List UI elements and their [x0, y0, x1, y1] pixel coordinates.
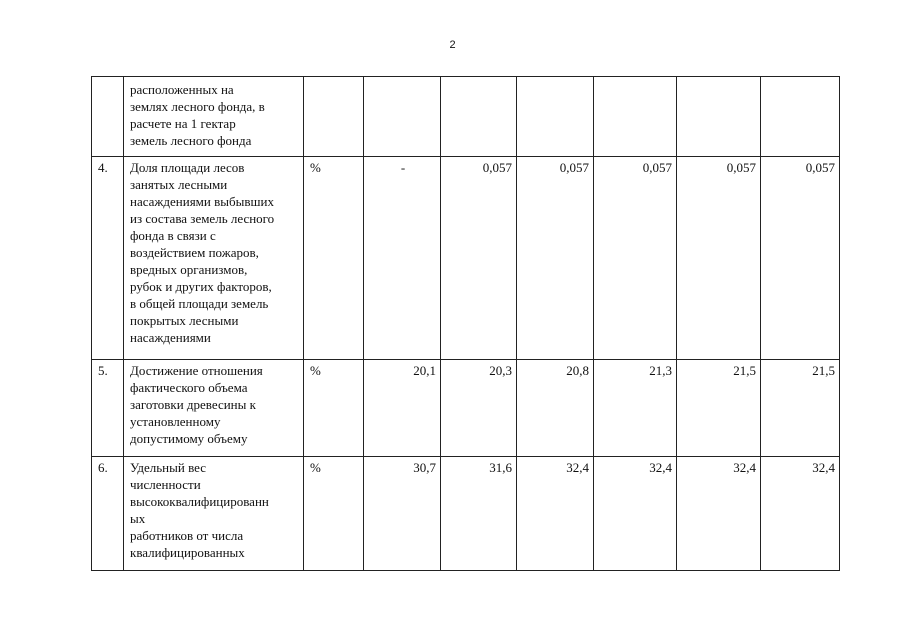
row-number: 4.: [92, 157, 124, 360]
value-cell: [761, 77, 840, 157]
value-cell: 31,6: [441, 457, 517, 571]
unit-cell: %: [304, 457, 364, 571]
value-cell: 32,4: [761, 457, 840, 571]
value-cell: 30,7: [364, 457, 441, 571]
value-cell: 20,3: [441, 360, 517, 457]
value-cell: [677, 77, 761, 157]
page-number: 2: [449, 39, 456, 51]
value-cell: 0,057: [761, 157, 840, 360]
value-cell: 21,5: [677, 360, 761, 457]
value-cell: 0,057: [594, 157, 677, 360]
table-row: [92, 77, 840, 157]
value-cell: 32,4: [594, 457, 677, 571]
table-row: [92, 157, 840, 360]
table-row: [92, 360, 840, 457]
value-cell: 32,4: [517, 457, 594, 571]
unit-cell: %: [304, 360, 364, 457]
indicator-name: расположенных на землях лесного фонда, в расчете на 1 гектар земель лесного фонда: [124, 77, 304, 157]
value-cell: [441, 77, 517, 157]
value-cell: [594, 77, 677, 157]
value-cell: 20,8: [517, 360, 594, 457]
value-cell: 32,4: [677, 457, 761, 571]
row-number: 6.: [92, 457, 124, 571]
value-cell: [517, 77, 594, 157]
unit-cell: %: [304, 157, 364, 360]
table-row: [92, 457, 840, 571]
unit-cell: [304, 77, 364, 157]
value-cell: 0,057: [441, 157, 517, 360]
value-cell: [364, 77, 441, 157]
indicator-name: Удельный вес численности высококвалифицированн ых работников от числа квалифицированных: [124, 457, 304, 571]
value-cell: 0,057: [517, 157, 594, 360]
value-cell: 21,5: [761, 360, 840, 457]
value-cell: 0,057: [677, 157, 761, 360]
indicator-name: Доля площади лесов занятых лесными насаждениями выбывших из состава земель лесного фонда в связи с воздействием пожаров, вредных организмов, рубок и других факторов, в общей площади земель покрытых лесными насаждениями: [124, 157, 304, 360]
indicators-table: [91, 76, 840, 571]
value-cell: -: [364, 157, 441, 360]
row-number: 5.: [92, 360, 124, 457]
value-cell: 21,3: [594, 360, 677, 457]
row-number: [92, 77, 124, 157]
value-cell: 20,1: [364, 360, 441, 457]
indicator-name: Достижение отношения фактического объема заготовки древесины к установленному допустимому объему: [124, 360, 304, 457]
